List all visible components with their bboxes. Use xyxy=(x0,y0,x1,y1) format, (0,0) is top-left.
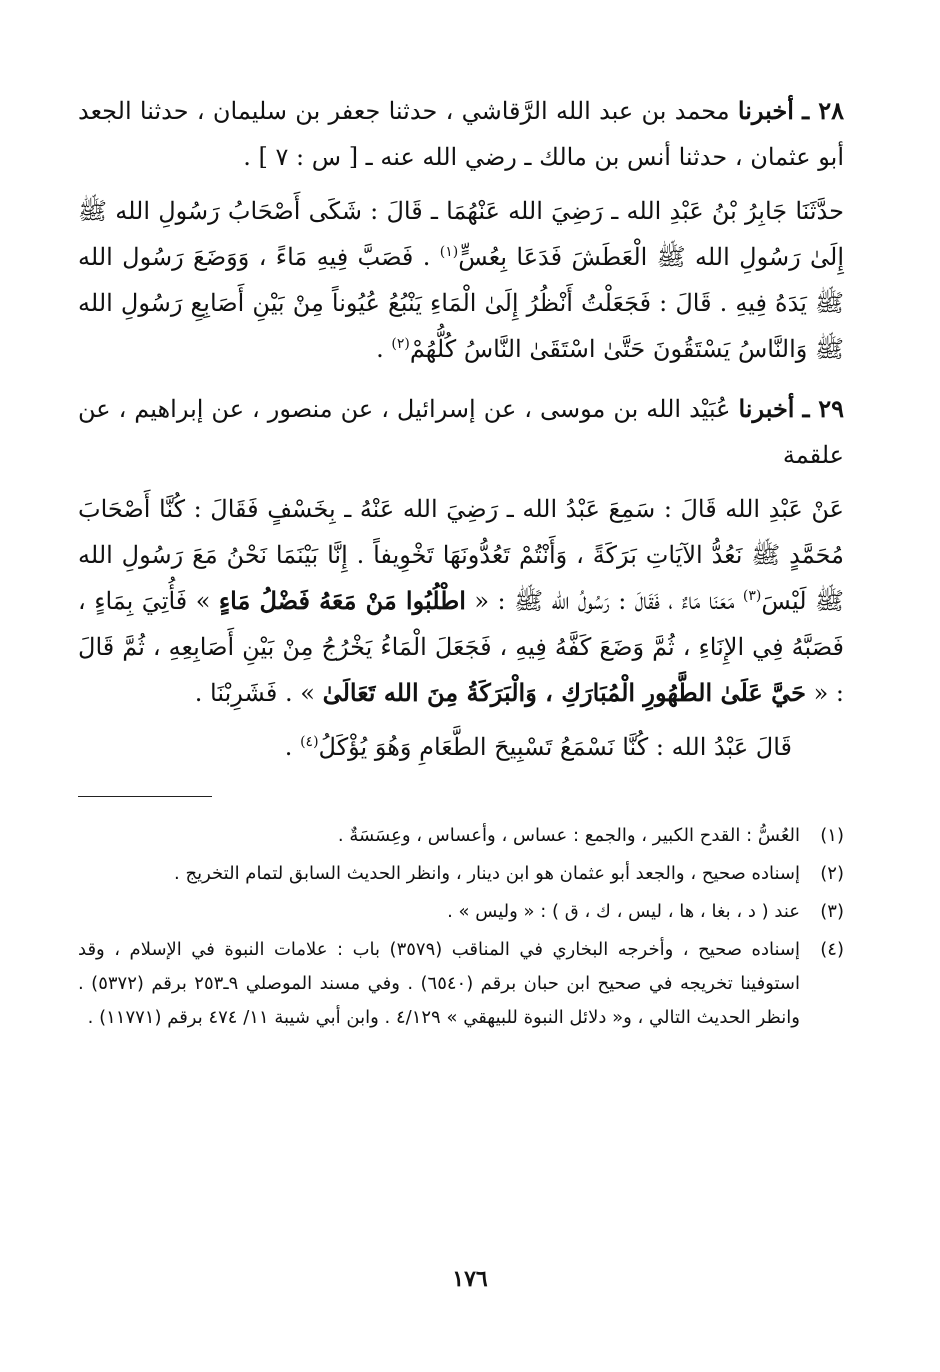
hadith-29-quote-2: حَيَّ عَلَىٰ الطَّهُورِ الْمُبَارَكِ ، وَالْبَرَكَةُ مِنَ الله تَعَالَىٰ xyxy=(322,678,806,707)
hadith-29-matn-part2: مَعَنَا مَاءٌ ، فَقَالَ : رَسُولُ الله ﷺ : « xyxy=(474,587,735,615)
footnote-ref-3[interactable]: (٣) xyxy=(742,588,762,604)
hadith-29-matn-part4: » . فَشَرِبْنَا . xyxy=(194,679,315,707)
hadith-29-matn-part3: » فَأُتِيَ بِمَاءٍ ، فَصَبَّهُ فِي الإِنَاءِ ، ثُمَّ وَضَعَ كَفَّهُ فِيهِ ، فَجَعَلَ الْمَاءُ يَخْرُجُ مِنْ بَيْنِ أَصَابِعِهِ ، ثُمَّ قَالَ : « xyxy=(78,587,844,707)
hadith-29-quote-1: اطْلُبُوا مَنْ مَعَهُ فَضْلُ مَاءٍ xyxy=(218,586,466,615)
footnote-item xyxy=(78,857,844,891)
footnote-item xyxy=(78,895,844,929)
footnote-mark: (٤) xyxy=(820,939,844,960)
footnote-item xyxy=(78,933,844,1035)
hadith-28-akhbarana: أخبرنا xyxy=(737,96,794,125)
hadith-28-isnad xyxy=(78,88,844,180)
footnote-text: عند ( د ، بغا ، ها ، ليس ، ك ، ق ) : « وليس » . xyxy=(447,901,800,922)
hadith-29-isnad xyxy=(78,386,844,478)
hadith-28-number: ٢٨ ـ xyxy=(802,96,844,125)
hadith-29-matn xyxy=(78,486,844,716)
footnote-text: إسناده صحيح ، وأخرجه البخاري في المناقب (٣٥٧٩) باب : علامات النبوة في الإسلام ، وقد استوفينا تخريجه في صحيح ابن حبان برقم (٦٥٤٠) . وفي مسند الموصلي ٩ـ٢٥٣ برقم (٥٣٧٢) . وانظر الحديث التالي ، و« دلائل النبوة للبيهقي » ٤/١٢٩ . وابن أبي شيبة ١١/ ٤٧٤ برقم (١١٧٧١) . xyxy=(78,939,800,1028)
footnote-ref-2[interactable]: (٢) xyxy=(391,336,410,352)
footnotes xyxy=(78,819,844,1035)
hadith-29-number: ٢٩ ـ xyxy=(802,394,844,423)
book-page xyxy=(78,88,844,1358)
main-text xyxy=(78,88,844,770)
page-number: ١٧٦ xyxy=(452,1266,488,1292)
footnote-ref-1[interactable]: (١) xyxy=(439,244,459,260)
hadith-29-saying-end: . xyxy=(284,733,293,761)
footnote-mark: (٣) xyxy=(820,901,844,922)
footnote-divider xyxy=(78,796,212,797)
hadith-29-matn-part1: عَنْ عَبْدِ الله قَالَ : سَمِعَ عَبْدُ الله ـ رَضِيَ الله عَنْهُ ـ بِخَسْفٍ فَقَالَ : كُنَّا أَصْحَابَ مُحَمَّدٍ ﷺ نَعُدُّ الآيَاتِ بَرَكَةً ، وَأَنْتُمْ تَعُدُّونَهَا تَخْوِيفاً . إِنَّا بَيْنَمَا نَحْنُ مَعَ رَسُولِ الله ﷺ لَيْسَ xyxy=(78,495,845,615)
hadith-28-matn-end: . xyxy=(376,335,384,363)
footnote-text: إسناده صحيح ، والجعد أبو عثمان هو ابن دينار ، وانظر الحديث السابق لتمام التخريج . xyxy=(174,863,800,884)
footnote-text: العُسُّ : القدح الكبير ، والجمع : عساس ، وأعساس ، وعِسَسَةٌ . xyxy=(337,825,800,846)
hadith-29-saying-text: قَالَ عَبْدُ الله : كُنَّا نَسْمَعُ تَسْبِيحَ الطَّعَامِ وَهُوَ يُؤْكَلُ xyxy=(318,733,792,761)
footnote-ref-4[interactable]: (٤) xyxy=(300,734,319,750)
hadith-28-isnad-text: محمد بن عبد الله الرَّقاشي ، حدثنا جعفر بن سليمان ، حدثنا الجعد أبو عثمان ، حدثنا أنس بن مالك ـ رضي الله عنه ـ [ س : ٧ ] . xyxy=(78,97,844,171)
footnote-mark: (١) xyxy=(820,825,844,846)
hadith-29-saying xyxy=(78,724,844,770)
hadith-28-matn-part1: حدَّثَنَا جَابِرُ بْنُ عَبْدِ الله ـ رَضِيَ الله عَنْهُمَا ـ قَالَ : شَكَى أَصْحَابُ رَسُولِ الله ﷺ إِلَىٰ رَسُولِ الله ﷺ الْعَطَشَ فَدَعَا بِعُسٍّ xyxy=(78,197,845,271)
hadith-28-matn-part2: . فَصَبَّ فِيهِ مَاءً ، وَوَضَعَ رَسُول الله ﷺ يَدَهُ فِيهِ . قَالَ : فَجَعَلْتُ أَنْظُرُ إِلَىٰ الْمَاءِ يَنْبُعُ عُيُوناً مِنْ بَيْنِ أَصَابِعِ رَسُولِ الله ﷺ وَالنَّاسُ يَسْتَقُونَ حَتَّىٰ اسْتَقَىٰ النَّاسُ كُلُّهُمْ xyxy=(78,243,844,363)
hadith-29-akhbarana: أخبرنا xyxy=(738,394,795,423)
hadith-28-matn xyxy=(78,188,844,372)
hadith-29-isnad-text: عُبَيْد الله بن موسى ، عن إسرائيل ، عن منصور ، عن إبراهيم ، عن علقمة xyxy=(78,395,844,469)
footnote-mark: (٢) xyxy=(820,863,844,884)
footnote-item xyxy=(78,819,844,853)
